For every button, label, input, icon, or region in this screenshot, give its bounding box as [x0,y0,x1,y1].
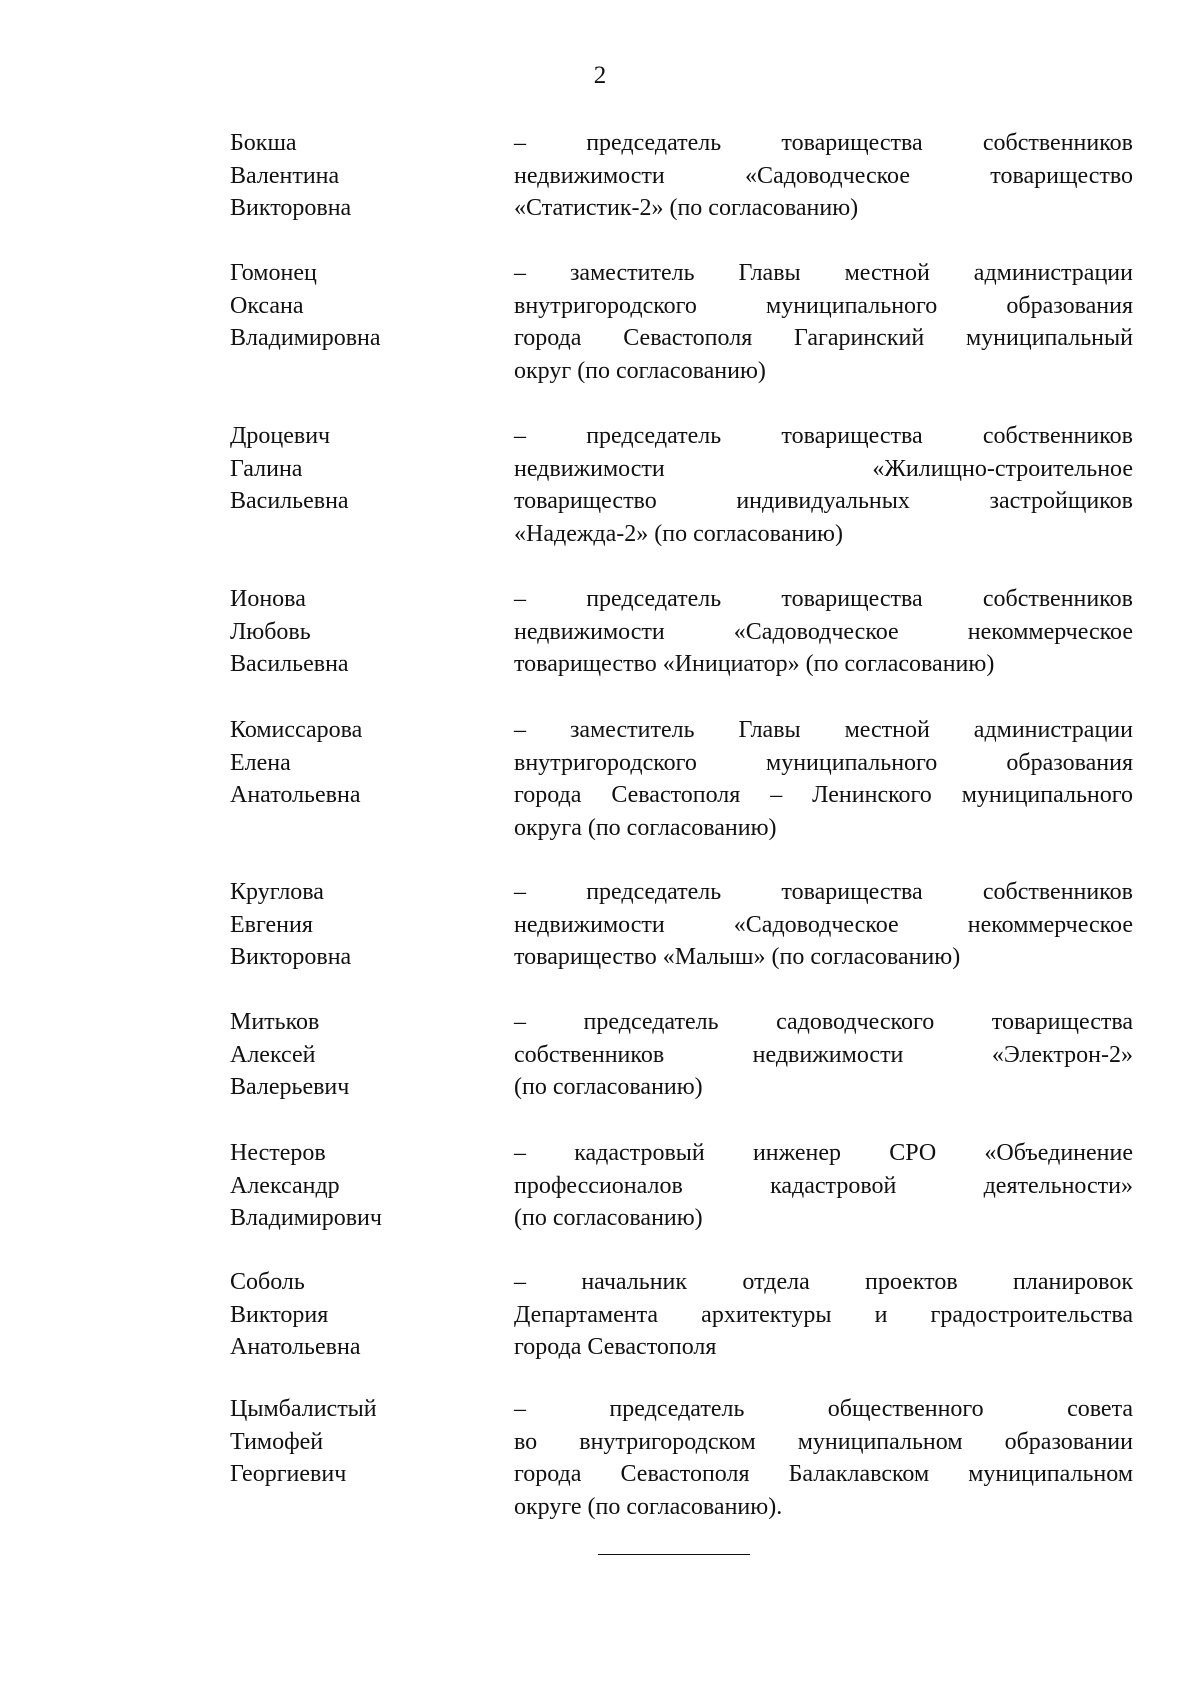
member-role-line: недвижимости «Садоводческое некоммерческое [514,618,1133,645]
member-role-line: округе (по согласованию). [514,1493,783,1520]
member-name-line: Васильевна [230,651,349,677]
member-role-line: «Статистик-2» (по согласованию) [514,195,859,221]
member-role-line: округ (по согласованию) [514,357,766,384]
member-name [230,714,490,812]
member-name [230,127,490,225]
member-role-line: – председатель общественного совета [514,1396,1133,1422]
member-name-line: Оксана [230,292,304,319]
member-name-line: Круглова [230,879,324,905]
page-number: 2 [593,62,607,89]
member-name [230,876,490,974]
member-role-line: города Севастополя Гагаринский муниципальный [514,325,1133,351]
member-role-line: округа (по согласованию) [514,814,777,841]
member-role-line: (по согласованию) [514,1205,703,1231]
member-role [514,420,1133,550]
member-name-line: Александр [230,1172,340,1199]
member-name-line: Виктория [230,1301,329,1328]
member-role-line: – председатель товарищества собственников [514,130,1133,156]
member-role [514,714,1133,844]
member-role-line: собственников недвижимости «Электрон-2» [514,1041,1133,1068]
member-name-line: Дроцевич [230,423,331,449]
member-name-line: Викторовна [230,944,352,970]
member-name-line: Георгиевич [230,1461,347,1487]
member-role-line: – начальник отдела проектов планировок [514,1269,1133,1295]
member-name [230,420,490,518]
member-name-line: Елена [230,749,291,776]
member-role-line: «Надежда-2» (по согласованию) [514,520,843,547]
member-role-line: – председатель товарищества собственников [514,879,1133,905]
member-name [230,583,490,681]
member-role-line: товарищество «Инициатор» (по согласованию) [514,651,995,677]
member-name-line: Анатольевна [230,782,361,808]
member-role-line: профессионалов кадастровой деятельности» [514,1172,1133,1199]
member-role [514,127,1133,225]
member-role-line: – председатель товарищества собственников [514,423,1133,449]
member-name [230,1266,490,1364]
member-role-line: внутригородского муниципального образования [514,749,1133,776]
member-role-line: города Севастополя – Ленинского муниципального [514,782,1133,808]
member-role-line: товарищество «Малыш» (по согласованию) [514,944,961,970]
member-name-line: Евгения [230,911,313,938]
member-role-line: (по согласованию) [514,1074,703,1100]
member-name-line: Валерьевич [230,1074,350,1100]
member-name-line: Бокша [230,130,297,156]
member-name [230,257,490,355]
member-name-line: Викторовна [230,195,352,221]
member-name-line: Валентина [230,162,340,189]
member-role-line: – заместитель Главы местной администрации [514,717,1133,743]
end-divider [598,1554,750,1555]
member-role [514,1393,1133,1523]
member-name-line: Галина [230,455,303,482]
member-name-line: Владимирович [230,1205,382,1231]
member-name-line: Соболь [230,1269,305,1295]
member-name-line: Нестеров [230,1140,326,1166]
member-name-line: Ионова [230,586,306,612]
member-name-line: Владимировна [230,325,381,351]
member-role-line: города Севастополя [514,1334,717,1360]
member-role-line: недвижимости «Садоводческое товарищество [514,162,1133,189]
member-role [514,1137,1133,1235]
member-role-line: города Севастополя Балаклавском муниципальном [514,1461,1133,1487]
member-role-line: во внутригородском муниципальном образовании [514,1428,1133,1455]
member-role-line: – председатель товарищества собственников [514,586,1133,612]
member-name-line: Тимофей [230,1428,324,1455]
member-role [514,1266,1133,1364]
member-role [514,583,1133,681]
member-name-line: Комиссарова [230,717,363,743]
member-role [514,257,1133,387]
member-role-line: Департамента архитектуры и градостроительства [514,1301,1133,1328]
member-role-line: недвижимости «Садоводческое некоммерческое [514,911,1133,938]
member-role-line: недвижимости «Жилищно-строительное [514,455,1133,482]
member-name-line: Митьков [230,1009,320,1035]
member-name-line: Алексей [230,1041,316,1068]
member-role-line: – кадастровый инженер СРО «Объединение [514,1140,1133,1166]
member-name-line: Цымбалистый [230,1396,377,1422]
member-role-line: внутригородского муниципального образования [514,292,1133,319]
member-name-line: Гомонец [230,260,317,286]
member-role-line: – заместитель Главы местной администрации [514,260,1133,286]
member-name [230,1393,490,1491]
member-name [230,1006,490,1104]
member-role [514,1006,1133,1104]
member-role [514,876,1133,974]
member-name-line: Анатольевна [230,1334,361,1360]
member-name-line: Васильевна [230,488,349,514]
member-role-line: – председатель садоводческого товарищества [514,1009,1133,1035]
member-name [230,1137,490,1235]
member-role-line: товарищество индивидуальных застройщиков [514,488,1133,514]
member-name-line: Любовь [230,618,311,645]
